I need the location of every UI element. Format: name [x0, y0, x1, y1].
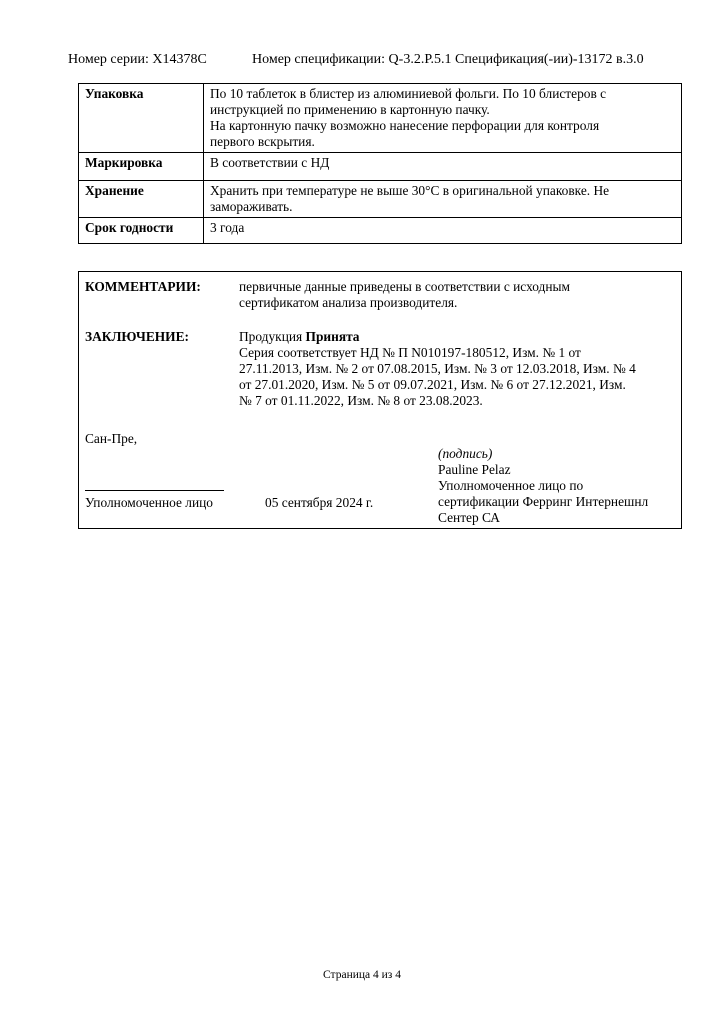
page-number: Страница 4 из 4 [323, 969, 401, 981]
serial-number: Номер серии: X14378C [68, 52, 207, 67]
conclusion-line: от 27.01.2020, Изм. № 5 от 09.07.2021, Изм. № 6 от 27.12.2021, Изм. [239, 377, 626, 392]
packaging-label: Упаковка [79, 84, 204, 153]
shelf-life-value [204, 218, 682, 244]
signatory-title-line: Сентер СА [438, 510, 500, 525]
text-line: замораживать. [210, 199, 293, 214]
text-line: На картонную пачку возможно нанесение перфорации для контроля [210, 118, 600, 133]
signature-place: Сан-Пре, [85, 431, 138, 446]
product-prefix: Продукция [239, 329, 306, 344]
properties-table [78, 83, 682, 244]
page-header [68, 52, 668, 70]
status-accepted: Принята [305, 329, 360, 344]
conclusion-line: № 7 от 01.11.2022, Изм. № 8 от 23.08.2023. [239, 393, 483, 408]
signatory-title-line: Уполномоченное лицо по [438, 478, 584, 493]
labeling-value [204, 153, 682, 181]
comments-line: сертификатом анализа производителя. [239, 295, 458, 310]
table-row-labeling [79, 153, 682, 181]
text-line: В соответствии с НД [210, 155, 330, 170]
text-line: По 10 таблеток в блистер из алюминиевой фольги. По 10 блистеров с [210, 86, 607, 101]
conclusion-product [239, 329, 360, 345]
storage-value [204, 181, 682, 218]
comments-conclusion-box [78, 271, 682, 529]
signed-note: (подпись) [438, 446, 493, 461]
conclusion-line: Серия соответствует НД № П N010197-180512, Изм. № 1 от [239, 345, 581, 360]
conclusion-label: ЗАКЛЮЧЕНИЕ: [85, 329, 189, 344]
table-row-shelf-life [79, 218, 682, 244]
conclusion-line: 27.11.2013, Изм. № 2 от 07.08.2015, Изм. № 3 от 12.03.2018, Изм. № 4 [239, 361, 636, 376]
text-line: инструкцией по применению в картонную пачку. [210, 102, 490, 117]
comments-label: КОММЕНТАРИИ: [85, 279, 201, 294]
text-line: 3 года [210, 220, 245, 235]
table-row-storage [79, 181, 682, 218]
specification-number: Номер спецификации: Q-3.2.P.5.1 Спецификация(-ии)-13172 в.3.0 [252, 52, 644, 67]
labeling-label: Маркировка [79, 153, 204, 181]
packaging-value [204, 84, 682, 153]
authorized-person-label: Уполномоченное лицо [85, 495, 213, 510]
signatory-name: Pauline Pelaz [438, 462, 511, 477]
text-line: Хранить при температуре не выше 30°С в оригинальной упаковке. Не [210, 183, 610, 198]
storage-label: Хранение [79, 181, 204, 218]
signatory-title-line: сертификации Ферринг Интернешнл [438, 494, 649, 509]
table-row-packaging [79, 84, 682, 153]
shelf-life-label: Срок годности [79, 218, 204, 244]
text-line: первого вскрытия. [210, 134, 315, 149]
comments-line: первичные данные приведены в соответствии с исходным [239, 279, 571, 294]
signature-line [85, 490, 224, 491]
signature-date: 05 сентября 2024 г. [265, 495, 374, 510]
